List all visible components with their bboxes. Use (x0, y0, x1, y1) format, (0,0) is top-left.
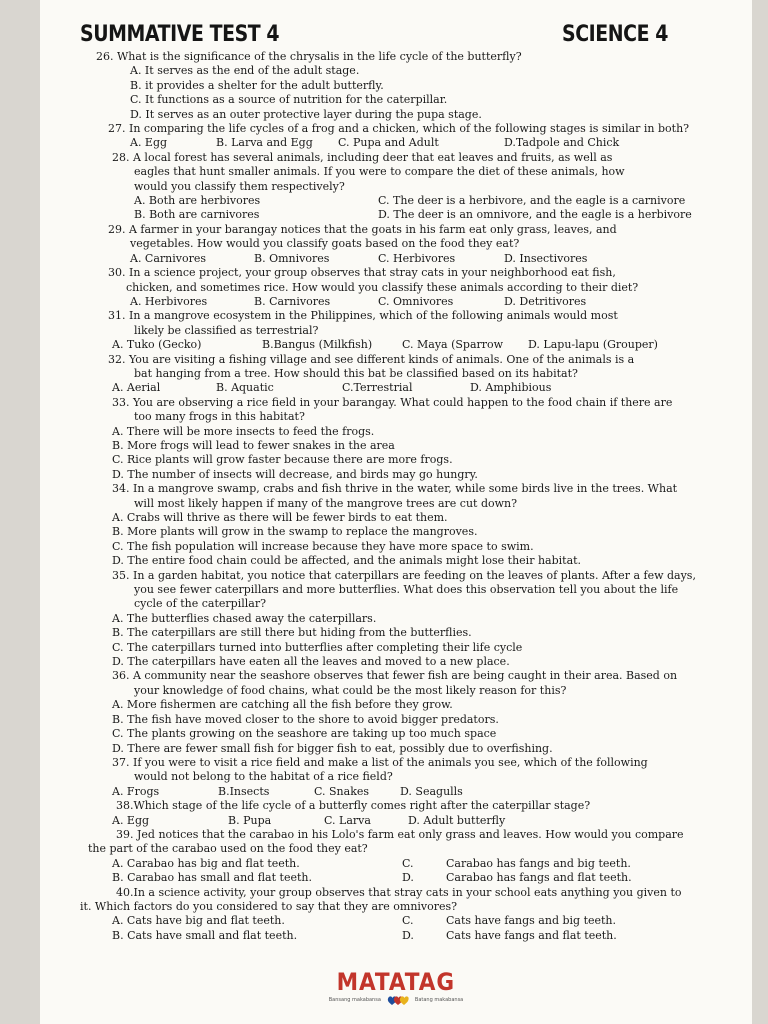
option-d: D. The number of insects will decrease, and birds may go hungry. (112, 467, 478, 481)
option-c: C. Snakes (314, 784, 370, 798)
option-b: B. Omnivores (254, 251, 330, 265)
question-stem: 32. You are visiting a fishing village and see different kinds of animals. One of the animals is a (108, 352, 635, 366)
question-stem: 34. In a mangrove swamp, crabs and fish thrive in the water, while some birds live in the trees. What (112, 482, 678, 496)
question-stem: 31. In a mangrove ecosystem in the Philippines, which of the following animals would most (108, 309, 618, 323)
subject-title: SCIENCE 4 (562, 22, 669, 47)
question-32 (68, 353, 708, 396)
option-d-letter: D. (402, 928, 414, 942)
option-a: A. Herbivores (130, 294, 208, 308)
test-title: SUMMATIVE TEST 4 (80, 22, 280, 47)
option-a: A. Both are herbivores (134, 194, 261, 208)
option-a: A. Crabs will thrive as there will be fewer birds to eat them. (112, 511, 448, 524)
question-29 (68, 223, 708, 266)
option-d: Cats have fangs and flat teeth. (446, 928, 617, 942)
option-a: A. Carnivores (130, 251, 207, 265)
question-stem: 26. What is the significance of the chrysalis in the life cycle of the butterfly? (96, 50, 522, 63)
option-a: A. Carabao has big and flat teeth. (112, 856, 300, 870)
question-stem-cont: eagles that hunt smaller animals. If you were to compare the diet of these animals, how (134, 165, 625, 179)
option-c-letter: C. (402, 914, 414, 928)
option-d: D. Insectivores (504, 251, 588, 265)
question-stem-cont: chicken, and sometimes rice. How would you classify these animals according to their diet? (126, 280, 639, 294)
question-38 (68, 799, 708, 828)
question-stem: 35. In a garden habitat, you notice that caterpillars are feeding on the leaves of plants. After a few days, (112, 568, 696, 582)
question-34 (68, 482, 708, 568)
option-c-letter: C. (402, 856, 414, 870)
option-d: D. There are fewer small fish for bigger fish to eat, possibly due to overfishing. (112, 741, 553, 755)
option-c: C. Maya (Sparrow (402, 338, 504, 352)
option-b: B. Aquatic (216, 381, 274, 395)
question-list (68, 50, 708, 943)
option-d: D. Seagulls (400, 784, 463, 798)
question-stem-cont: it. Which factors do you considered to say that they are omnivores? (80, 899, 458, 913)
option-b: B. Larva and Egg (216, 136, 313, 150)
option-b: B. The fish have moved closer to the shore to avoid bigger predators. (112, 712, 499, 726)
question-stem: 28. A local forest has several animals, including deer that eat leaves and fruits, as well as (112, 150, 613, 164)
option-a: A. Egg (112, 813, 150, 827)
option-a: A. More fishermen are catching all the fish before they grow. (112, 698, 453, 712)
option-c: C. It functions as a source of nutrition for the caterpillar. (130, 93, 448, 107)
option-c: Cats have fangs and big teeth. (446, 914, 617, 928)
question-stem: 39. Jed notices that the carabao in his Lolo's farm eat only grass and leaves. How would you compare (116, 827, 684, 841)
question-39 (68, 828, 708, 886)
question-stem: 29. A farmer in your barangay notices that the goats in his farm eat only grass, leaves, and (108, 222, 617, 236)
question-stem: 27. In comparing the life cycles of a frog and a chicken, which of the following stages is similar in both? (108, 122, 690, 136)
option-b: B. Cats have small and flat teeth. (112, 928, 298, 942)
question-33 (68, 396, 708, 482)
option-d: D. The entire food chain could be affected, and the animals might lose their habitat. (112, 554, 582, 568)
option-d: D. Lapu-lapu (Grouper) (528, 338, 658, 352)
question-stem: 36. A community near the seashore observes that fewer fish are being caught in their area. Based on (112, 669, 678, 683)
option-c: C.Terrestrial (342, 381, 413, 395)
option-a: A. Frogs (112, 784, 160, 798)
option-b: B. The caterpillars are still there but hiding from the butterflies. (112, 626, 472, 640)
question-31 (68, 309, 708, 352)
question-stem-cont: your knowledge of food chains, what could be the most likely reason for this? (134, 683, 567, 697)
question-stem-cont: would not belong to the habitat of a rice field? (134, 770, 393, 784)
option-b: B. Pupa (228, 813, 272, 827)
question-stem-cont: will most likely happen if many of the mangrove trees are cut down? (134, 496, 518, 510)
option-d: Carabao has fangs and flat teeth. (446, 871, 632, 885)
option-c: C. The fish population will increase because they have more space to swim. (112, 539, 534, 553)
option-c: C. The plants growing on the seashore are taking up too much space (112, 727, 497, 741)
option-b: B.Bangus (Milkfish) (262, 338, 373, 352)
option-a: A. It serves as the end of the adult stage. (130, 64, 360, 78)
option-d: D. Adult butterfly (408, 813, 506, 827)
question-35 (68, 569, 708, 670)
question-27 (68, 122, 708, 151)
logo-tagline-right: Batang makabansa (414, 997, 464, 1003)
question-stem-cont: the part of the carabao used on the food they eat? (88, 842, 368, 856)
option-d: D.Tadpole and Chick (504, 136, 620, 150)
option-b: B. it provides a shelter for the adult butterfly. (130, 78, 384, 92)
question-stem-cont: vegetables. How would you classify goats based on the food they eat? (130, 237, 520, 251)
question-stem: 40.In a science activity, your group observes that stray cats in your school eats anything you given to (116, 885, 682, 899)
question-stem: 37. If you were to visit a rice field and make a list of the animals you see, which of the following (112, 755, 648, 769)
option-a: A. Egg (130, 136, 168, 150)
option-d: D. The deer is an omnivore, and the eagle is a herbivore (378, 208, 692, 222)
matatag-logo (40, 968, 752, 1006)
option-b: B.Insects (218, 784, 270, 798)
option-a: A. Cats have big and flat teeth. (112, 914, 285, 928)
question-stem: 33. You are observing a rice field in your barangay. What could happen to the food chain if there are (112, 395, 673, 409)
logo-wordmark: MATATAG (336, 968, 456, 996)
option-b: B. Carnivores (254, 294, 331, 308)
question-stem-cont: would you classify them respectively? (134, 179, 345, 193)
question-stem-cont: likely be classified as terrestrial? (134, 323, 319, 337)
option-b: B. Carabao has small and flat teeth. (112, 871, 312, 885)
option-c: C. Rice plants will grow faster because there are more frogs. (112, 453, 453, 467)
question-26 (68, 50, 708, 122)
option-a: A. The butterflies chased away the caterpillars. (112, 611, 377, 625)
option-a: A. Aerial (112, 381, 161, 395)
option-c: C. Omnivores (378, 294, 454, 308)
option-c: Carabao has fangs and big teeth. (446, 856, 631, 870)
option-d: D. It serves as an outer protective layer during the pupa stage. (130, 107, 482, 121)
option-c: C. Pupa and Adult (338, 136, 439, 150)
question-30 (68, 266, 708, 309)
option-c: C. The deer is a herbivore, and the eagle is a carnivore (378, 194, 686, 208)
option-b: B. Both are carnivores (134, 208, 260, 222)
option-d-letter: D. (402, 871, 414, 885)
question-36 (68, 669, 708, 755)
option-b: B. More frogs will lead to fewer snakes in the area (112, 438, 395, 452)
option-d: D. Amphibious (470, 381, 552, 395)
option-c: C. Larva (324, 813, 371, 827)
option-b: B. More plants will grow in the swamp to replace the mangroves. (112, 525, 478, 539)
test-page (40, 0, 752, 1024)
option-d: D. Detritivores (504, 294, 587, 308)
question-stem-cont: bat hanging from a tree. How should this bat be classified based on its habitat? (134, 366, 578, 380)
question-stem: 38.Which stage of the life cycle of a butterfly comes right after the caterpillar stage? (116, 799, 591, 813)
question-stem-cont: you see fewer caterpillars and more butterflies. What does this observation tell you about the life (134, 583, 679, 597)
option-c: C. The caterpillars turned into butterflies after completing their life cycle (112, 640, 523, 654)
question-stem-cont: too many frogs in this habitat? (134, 410, 305, 424)
option-c: C. Herbivores (378, 251, 456, 265)
question-stem-cont: cycle of the caterpillar? (134, 597, 266, 611)
logo-tagline-left: Bansang makabansa (328, 997, 381, 1003)
question-37 (68, 756, 708, 799)
option-a: A. There will be more insects to feed the frogs. (112, 424, 375, 438)
question-28 (68, 151, 708, 223)
question-40 (68, 886, 708, 944)
question-stem: 30. In a science project, your group observes that stray cats in your neighborhood eat fish, (108, 266, 616, 280)
option-d: D. The caterpillars have eaten all the leaves and moved to a new place. (112, 655, 510, 669)
option-a: A. Tuko (Gecko) (112, 338, 202, 352)
